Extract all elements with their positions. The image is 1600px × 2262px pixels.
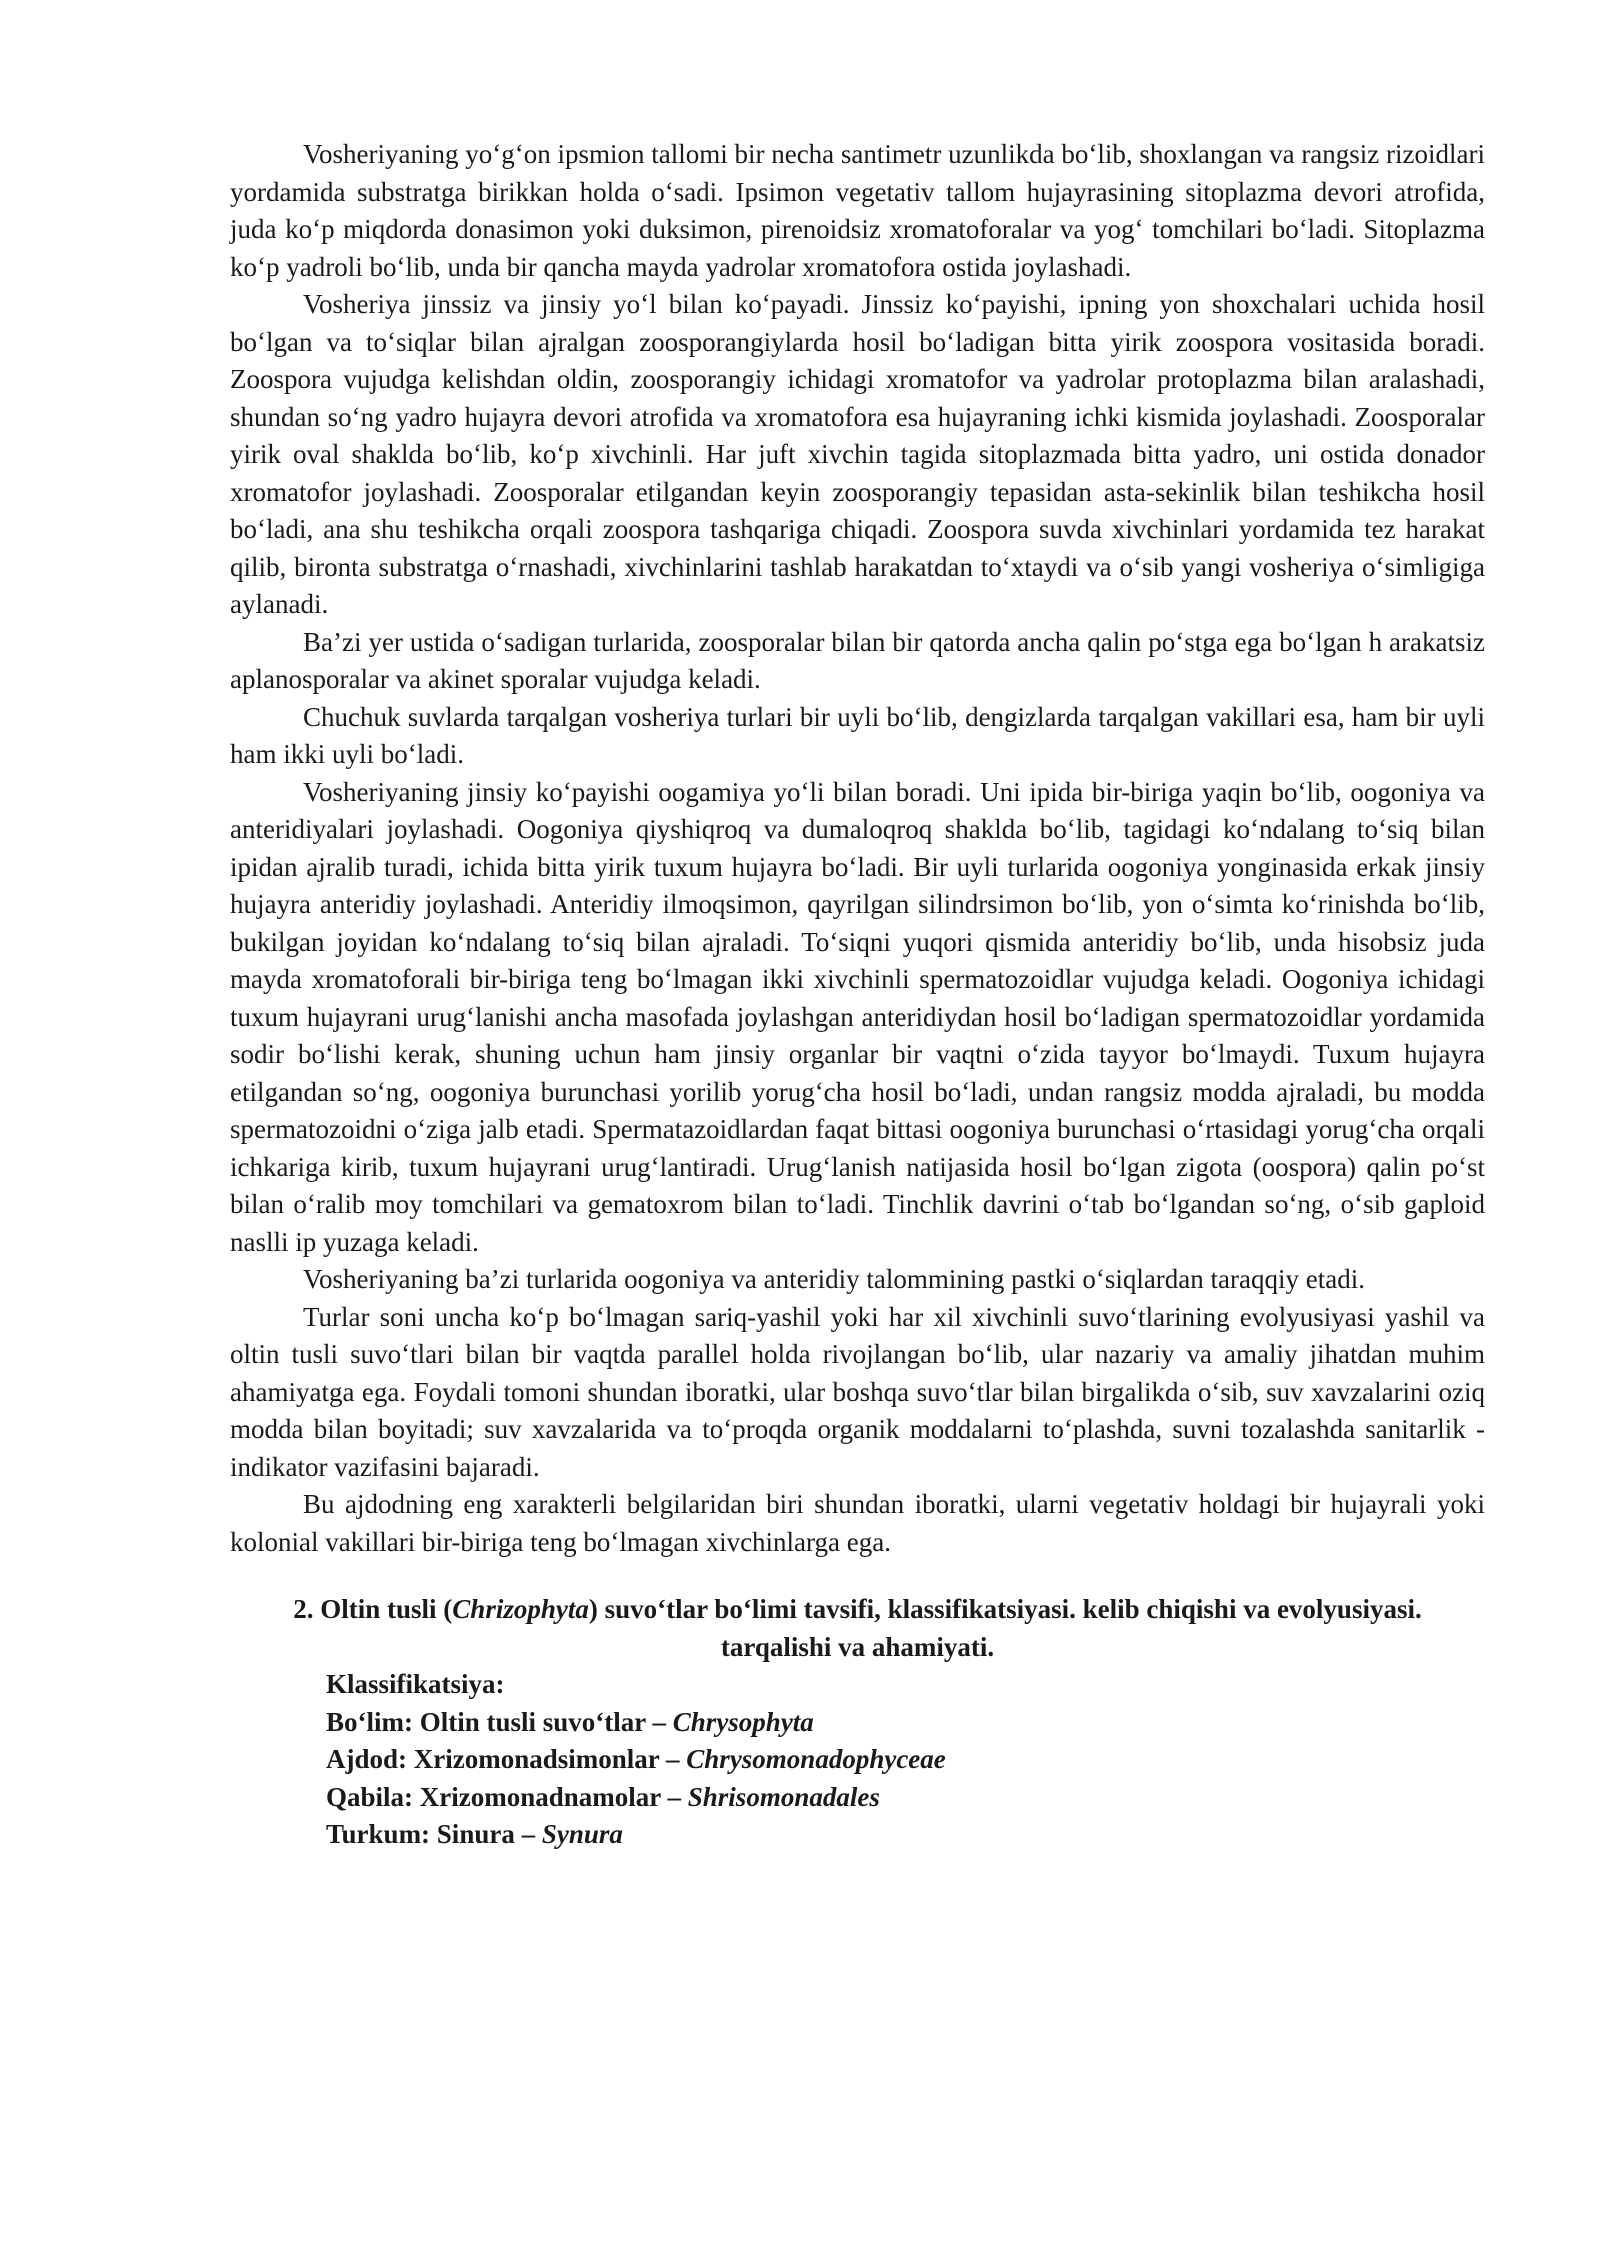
classification-row-class (326, 1741, 1485, 1779)
classification-row-order (326, 1779, 1485, 1817)
classification-latin: Chrysophyta (672, 1706, 814, 1737)
classification-block (326, 1666, 1485, 1854)
paragraph-evolution-significance: Turlar soni uncha ko‘p bo‘lmagan sariq-yashil yoki har xil xivchinli suvo‘tlarining evolyusiyasi yashil va oltin tusli suvo‘tlari bilan bir vaqtda parallel holda rivojlangan bo‘lib, ular nazariy va amaliy jihatdan muhim ahamiyatga ega. Foydali tomoni shundan iboratki, ular boshqa suvo‘tlar bilan birgalikda o‘sib, suv xavzalarini oziq modda bilan boyitadi; suv xavzalarida va to‘proqda organik moddalarni to‘plashda, suvni tozalashda sanitarlik - indikator vazifasini bajaradi. (230, 1301, 1485, 1482)
classification-label: Bo‘lim: Oltin tusli suvo‘tlar – (326, 1706, 673, 1737)
classification-latin: Chrysomonadophyceae (686, 1744, 946, 1774)
classification-row-genus (326, 1816, 1485, 1854)
classification-label: Turkum: Sinura – (326, 1819, 542, 1849)
heading-prefix: 2. Oltin tusli ( (293, 1594, 453, 1624)
paragraph-aplanospores: Ba’zi yer ustida o‘sadigan turlarida, zoosporalar bilan bir qatorda ancha qalin po‘stga ega bo‘lgan h arakatsiz aplanosporalar va akinet sporalar vujudga keladi. (230, 626, 1485, 694)
paragraph-oogonia-origin: Vosheriyaning ba’zi turlarida oogoniya va anteridiy talommining pastki o‘siqlardan taraqqiy etadi. (303, 1264, 1365, 1294)
paragraph-freshwater-species: Chuchuk suvlarda tarqalgan vosheriya turlari bir uyli bo‘lib, dengizlarda tarqalgan vakillari esa, ham bir uyli ham ikki uyli bo‘ladi. (230, 701, 1485, 769)
classification-title: Klassifikatsiya: (326, 1669, 505, 1699)
paragraph-asexual-reproduction: Vosheriya jinssiz va jinsiy yo‘l bilan ko‘payadi. Jinssiz ko‘payishi, ipning yon shoxchalari uchida hosil bo‘lgan va to‘siqlar bilan ajralgan zoosporangiylarda hosil bo‘ladigan bitta yirik zoospora vositasida boradi. Zoospora vujudga kelishdan oldin, zoosporangiy ichidagi xromatofor va yadrolar protoplazma bilan aralashadi, shundan so‘ng yadro hujayra devori atrofida va xromatofora esa hujayraning ichki kismida joylashadi. Zoosporalar yirik oval shaklda bo‘lib, ko‘p xivchinli. Har juft xivchin tagida sitoplazmada bitta yadro, uni ostida donador xromatofor joylashadi. Zoosporalar etilgandan keyin zoosporangiy tepasidan asta-sekinlik bilan teshikcha hosil bo‘ladi, ana shu teshikcha orqali zoospora tashqariga chiqadi. Zoospora suvda xivchinlari yordamida tez harakat qilib, bironta substratga o‘rnashadi, xivchinlarini tashlab harakatdan to‘xtaydi va o‘sib yangi vosheriya o‘simligiga aylanadi. (230, 289, 1485, 619)
heading-suffix: ) suvo‘tlar bo‘limi tavsifi, klassifikatsiyasi. kelib chiqishi va evolyusiyasi. tarqalishi va ahamiyati. (588, 1594, 1422, 1662)
classification-label: Ajdod: Xrizomonadsimonlar – (326, 1744, 687, 1774)
classification-label: Qabila: Xrizomonadnamolar – (326, 1781, 688, 1812)
heading-latin-name: Chrizophyta (452, 1594, 589, 1624)
classification-latin: Synura (541, 1819, 623, 1849)
section-heading (230, 1591, 1485, 1666)
paragraph-thallus: Vosheriyaning yo‘g‘on ipsmion tallomi bir necha santimetr uzunlikda bo‘lib, shoxlangan va rangsiz rizoidlari yordamida substratga birikkan holda o‘sadi. Ipsimon vegetativ tallom hujayrasining sitoplazma devori atrofida, juda ko‘p miqdorda donasimon yoki duksimon, pirenoidsiz xromatoforalar va yog‘ tomchilari bo‘ladi. Sitoplazma ko‘p yadroli bo‘lib, unda bir qancha mayda yadrolar xromatofora ostida joylashadi. (230, 139, 1485, 282)
classification-row-division (326, 1704, 1485, 1742)
paragraph-sexual-reproduction: Vosheriyaning jinsiy ko‘payishi oogamiya yo‘li bilan boradi. Uni ipida bir-biriga yaqin bo‘lib, oogoniya va anteridiyalari joylashadi. Oogoniya qiyshiqroq va dumaloqroq shaklda bo‘lib, tagidagi ko‘ndalang to‘siq bilan ipidan ajralib turadi, ichida bitta yirik tuxum hujayra bo‘ladi. Bir uyli turlarida oogoniya yonginasida erkak jinsiy hujayra anteridiy joylashadi. Anteridiy ilmoqsimon, qayrilgan silindrsimon bo‘lib, yon o‘simta ko‘rinishda bo‘lib, bukilgan joyidan ko‘ndalang to‘siq bilan ajraladi. To‘siqni yuqori qismida anteridiy bo‘lib, unda hisobsiz juda mayda xromatoforali bir-biriga teng bo‘lmagan ikki xivchinli spermatozoidlar vujudga keladi. Oogoniya ichidagi tuxum hujayrani urug‘lanishi ancha masofada joylashgan anteridiydan hosil bo‘ladigan spermatozoidlar yordamida sodir bo‘lishi kerak, shuning uchun ham jinsiy organlar bir vaqtni o‘zida tayyor bo‘lmaydi. Tuxum hujayra etilgandan so‘ng, oogoniya burunchasi yorilib yorug‘cha hosil bo‘ladi, undan rangsiz modda ajraladi, bu modda spermatozoidni o‘ziga jalb etadi. Spermatazoidlardan faqat bittasi oogoniya burunchasi o‘rtasidagi yorug‘cha orqali ichkariga kirib, tuxum hujayrani urug‘lantiradi. Urug‘lanish natijasida hosil bo‘lgan zigota (oospora) qalin po‘st bilan o‘ralib moy tomchilari va gematoxrom bilan to‘ladi. Tinchlik davrini o‘tab bo‘lgandan so‘ng, o‘sib gaploid naslli ip yuzaga keladi. (230, 776, 1485, 1257)
paragraph-characteristic-features: Bu ajdodning eng xarakterli belgilaridan biri shundan iboratki, ularni vegetativ holdagi bir hujayrali yoki kolonial vakillari bir-biriga teng bo‘lmagan xivchinlarga ega. (230, 1489, 1485, 1557)
classification-latin: Shrisomonadales (687, 1781, 880, 1812)
document-page (230, 136, 1485, 1854)
